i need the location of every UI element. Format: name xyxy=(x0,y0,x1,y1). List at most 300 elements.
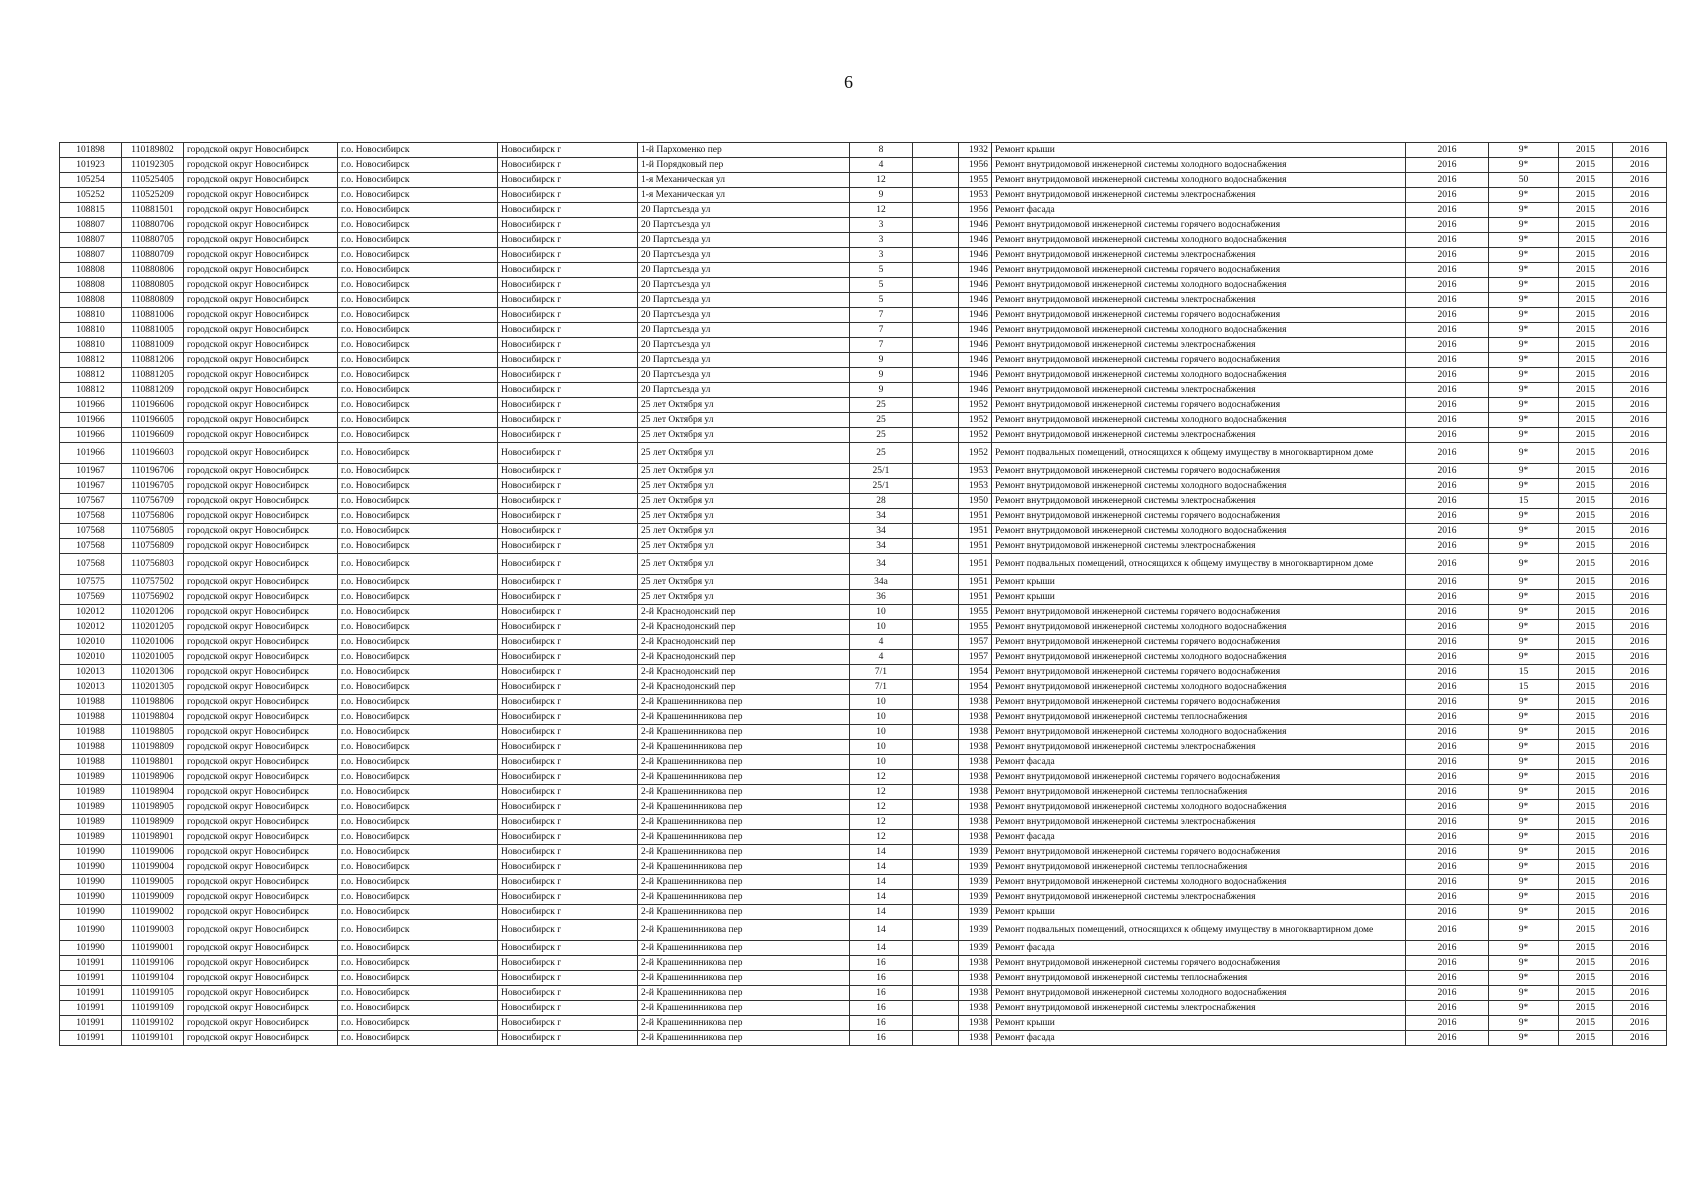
end-year-cell: 2016 xyxy=(1613,890,1667,905)
table-row xyxy=(60,293,1667,308)
settlement-cell: Новосибирск г xyxy=(498,278,638,293)
table-row xyxy=(60,308,1667,323)
street-cell: 2-й Крашенинникова пер xyxy=(638,695,850,710)
start-year-cell: 2015 xyxy=(1559,920,1613,941)
plan-year-cell: 2016 xyxy=(1406,845,1489,860)
percent-cell: 9* xyxy=(1489,1031,1559,1046)
house-number-cell: 34 xyxy=(850,509,913,524)
house-id-cell: 101990 xyxy=(60,845,122,860)
percent-cell: 9* xyxy=(1489,755,1559,770)
work-id-cell: 110199004 xyxy=(122,860,184,875)
street-cell: 2-й Крашенинникова пер xyxy=(638,710,850,725)
end-year-cell: 2016 xyxy=(1613,680,1667,695)
street-cell: 1-й Пархоменко пер xyxy=(638,143,850,158)
work-id-cell: 110199006 xyxy=(122,845,184,860)
municipal-unit-cell: г.о. Новосибирск xyxy=(338,479,498,494)
start-year-cell: 2015 xyxy=(1559,605,1613,620)
table-row xyxy=(60,143,1667,158)
build-year-cell: 1939 xyxy=(959,860,992,875)
spacer-cell-cell xyxy=(913,680,959,695)
end-year-cell: 2016 xyxy=(1613,695,1667,710)
end-year-cell: 2016 xyxy=(1613,971,1667,986)
end-year-cell: 2016 xyxy=(1613,323,1667,338)
start-year-cell: 2015 xyxy=(1559,1031,1613,1046)
municipality-cell: городской округ Новосибирск xyxy=(184,605,338,620)
plan-year-cell: 2016 xyxy=(1406,830,1489,845)
table-row xyxy=(60,479,1667,494)
table-row xyxy=(60,173,1667,188)
municipal-unit-cell: г.о. Новосибирск xyxy=(338,524,498,539)
street-cell: 2-й Крашенинникова пер xyxy=(638,860,850,875)
work-id-cell: 110756902 xyxy=(122,590,184,605)
work-type-cell: Ремонт внутридомовой инженерной системы горячего водоснабжения xyxy=(992,605,1406,620)
build-year-cell: 1953 xyxy=(959,188,992,203)
house-number-cell: 4 xyxy=(850,158,913,173)
work-id-cell: 110756806 xyxy=(122,509,184,524)
table-row xyxy=(60,353,1667,368)
house-id-cell: 101990 xyxy=(60,890,122,905)
end-year-cell: 2016 xyxy=(1613,665,1667,680)
house-id-cell: 102010 xyxy=(60,635,122,650)
spacer-cell-cell xyxy=(913,1031,959,1046)
house-number-cell: 12 xyxy=(850,815,913,830)
build-year-cell: 1938 xyxy=(959,725,992,740)
house-number-cell: 16 xyxy=(850,956,913,971)
build-year-cell: 1939 xyxy=(959,905,992,920)
table-row xyxy=(60,398,1667,413)
house-number-cell: 12 xyxy=(850,173,913,188)
work-type-cell: Ремонт внутридомовой инженерной системы холодного водоснабжения xyxy=(992,800,1406,815)
work-id-cell: 110199009 xyxy=(122,890,184,905)
municipality-cell: городской округ Новосибирск xyxy=(184,725,338,740)
start-year-cell: 2015 xyxy=(1559,755,1613,770)
plan-year-cell: 2016 xyxy=(1406,785,1489,800)
municipal-unit-cell: г.о. Новосибирск xyxy=(338,368,498,383)
spacer-cell-cell xyxy=(913,890,959,905)
settlement-cell: Новосибирск г xyxy=(498,233,638,248)
start-year-cell: 2015 xyxy=(1559,770,1613,785)
spacer-cell-cell xyxy=(913,554,959,575)
build-year-cell: 1939 xyxy=(959,845,992,860)
house-id-cell: 108815 xyxy=(60,203,122,218)
municipal-unit-cell: г.о. Новосибирск xyxy=(338,920,498,941)
spacer-cell-cell xyxy=(913,1001,959,1016)
settlement-cell: Новосибирск г xyxy=(498,353,638,368)
house-number-cell: 28 xyxy=(850,494,913,509)
percent-cell: 9* xyxy=(1489,479,1559,494)
table-row xyxy=(60,800,1667,815)
municipal-unit-cell: г.о. Новосибирск xyxy=(338,173,498,188)
municipal-unit-cell: г.о. Новосибирск xyxy=(338,218,498,233)
municipal-unit-cell: г.о. Новосибирск xyxy=(338,248,498,263)
house-id-cell: 101990 xyxy=(60,875,122,890)
work-type-cell: Ремонт фасада xyxy=(992,755,1406,770)
end-year-cell: 2016 xyxy=(1613,278,1667,293)
end-year-cell: 2016 xyxy=(1613,941,1667,956)
house-number-cell: 7 xyxy=(850,338,913,353)
street-cell: 20 Партсъезда ул xyxy=(638,323,850,338)
street-cell: 20 Партсъезда ул xyxy=(638,338,850,353)
end-year-cell: 2016 xyxy=(1613,188,1667,203)
plan-year-cell: 2016 xyxy=(1406,956,1489,971)
table-row xyxy=(60,1031,1667,1046)
municipal-unit-cell: г.о. Новосибирск xyxy=(338,845,498,860)
percent-cell: 15 xyxy=(1489,494,1559,509)
municipality-cell: городской округ Новосибирск xyxy=(184,890,338,905)
municipal-unit-cell: г.о. Новосибирск xyxy=(338,695,498,710)
start-year-cell: 2015 xyxy=(1559,845,1613,860)
plan-year-cell: 2016 xyxy=(1406,1001,1489,1016)
plan-year-cell: 2016 xyxy=(1406,353,1489,368)
plan-year-cell: 2016 xyxy=(1406,158,1489,173)
house-id-cell: 108807 xyxy=(60,248,122,263)
house-id-cell: 101989 xyxy=(60,830,122,845)
work-id-cell: 110196605 xyxy=(122,413,184,428)
end-year-cell: 2016 xyxy=(1613,443,1667,464)
start-year-cell: 2015 xyxy=(1559,479,1613,494)
house-number-cell: 5 xyxy=(850,278,913,293)
spacer-cell-cell xyxy=(913,785,959,800)
house-number-cell: 9 xyxy=(850,188,913,203)
percent-cell: 9* xyxy=(1489,590,1559,605)
table-row xyxy=(60,494,1667,509)
start-year-cell: 2015 xyxy=(1559,635,1613,650)
municipal-unit-cell: г.о. Новосибирск xyxy=(338,875,498,890)
end-year-cell: 2016 xyxy=(1613,740,1667,755)
plan-year-cell: 2016 xyxy=(1406,464,1489,479)
plan-year-cell: 2016 xyxy=(1406,635,1489,650)
house-number-cell: 34 xyxy=(850,524,913,539)
table-row xyxy=(60,443,1667,464)
spacer-cell-cell xyxy=(913,710,959,725)
street-cell: 2-й Крашенинникова пер xyxy=(638,875,850,890)
spacer-cell-cell xyxy=(913,575,959,590)
work-type-cell: Ремонт внутридомовой инженерной системы горячего водоснабжения xyxy=(992,695,1406,710)
house-id-cell: 107567 xyxy=(60,494,122,509)
spacer-cell-cell xyxy=(913,428,959,443)
work-type-cell: Ремонт внутридомовой инженерной системы холодного водоснабжения xyxy=(992,323,1406,338)
percent-cell: 9* xyxy=(1489,986,1559,1001)
municipal-unit-cell: г.о. Новосибирск xyxy=(338,143,498,158)
work-id-cell: 110756805 xyxy=(122,524,184,539)
work-id-cell: 110198801 xyxy=(122,755,184,770)
end-year-cell: 2016 xyxy=(1613,263,1667,278)
start-year-cell: 2015 xyxy=(1559,509,1613,524)
table-row xyxy=(60,464,1667,479)
start-year-cell: 2015 xyxy=(1559,443,1613,464)
house-id-cell: 108807 xyxy=(60,218,122,233)
spacer-cell-cell xyxy=(913,494,959,509)
house-id-cell: 102012 xyxy=(60,605,122,620)
settlement-cell: Новосибирск г xyxy=(498,428,638,443)
build-year-cell: 1938 xyxy=(959,815,992,830)
end-year-cell: 2016 xyxy=(1613,509,1667,524)
house-id-cell: 101990 xyxy=(60,860,122,875)
street-cell: 2-й Крашенинникова пер xyxy=(638,920,850,941)
settlement-cell: Новосибирск г xyxy=(498,308,638,323)
table-row xyxy=(60,620,1667,635)
house-id-cell: 101991 xyxy=(60,1031,122,1046)
house-id-cell: 101991 xyxy=(60,956,122,971)
start-year-cell: 2015 xyxy=(1559,263,1613,278)
municipal-unit-cell: г.о. Новосибирск xyxy=(338,665,498,680)
municipality-cell: городской округ Новосибирск xyxy=(184,905,338,920)
house-number-cell: 12 xyxy=(850,770,913,785)
settlement-cell: Новосибирск г xyxy=(498,770,638,785)
build-year-cell: 1957 xyxy=(959,635,992,650)
percent-cell: 9* xyxy=(1489,575,1559,590)
house-id-cell: 108810 xyxy=(60,338,122,353)
spacer-cell-cell xyxy=(913,740,959,755)
plan-year-cell: 2016 xyxy=(1406,971,1489,986)
start-year-cell: 2015 xyxy=(1559,860,1613,875)
house-id-cell: 101988 xyxy=(60,755,122,770)
percent-cell: 9* xyxy=(1489,383,1559,398)
house-number-cell: 34а xyxy=(850,575,913,590)
municipality-cell: городской округ Новосибирск xyxy=(184,263,338,278)
spacer-cell-cell xyxy=(913,905,959,920)
municipality-cell: городской округ Новосибирск xyxy=(184,494,338,509)
work-type-cell: Ремонт внутридомовой инженерной системы горячего водоснабжения xyxy=(992,845,1406,860)
municipality-cell: городской округ Новосибирск xyxy=(184,539,338,554)
municipality-cell: городской округ Новосибирск xyxy=(184,278,338,293)
house-id-cell: 108808 xyxy=(60,293,122,308)
municipality-cell: городской округ Новосибирск xyxy=(184,575,338,590)
start-year-cell: 2015 xyxy=(1559,956,1613,971)
plan-year-cell: 2016 xyxy=(1406,920,1489,941)
table-row xyxy=(60,830,1667,845)
build-year-cell: 1952 xyxy=(959,398,992,413)
end-year-cell: 2016 xyxy=(1613,590,1667,605)
build-year-cell: 1955 xyxy=(959,173,992,188)
municipality-cell: городской округ Новосибирск xyxy=(184,443,338,464)
work-type-cell: Ремонт внутридомовой инженерной системы холодного водоснабжения xyxy=(992,479,1406,494)
settlement-cell: Новосибирск г xyxy=(498,338,638,353)
spacer-cell-cell xyxy=(913,464,959,479)
start-year-cell: 2015 xyxy=(1559,650,1613,665)
house-id-cell: 107568 xyxy=(60,509,122,524)
build-year-cell: 1938 xyxy=(959,1001,992,1016)
house-id-cell: 108808 xyxy=(60,263,122,278)
settlement-cell: Новосибирск г xyxy=(498,218,638,233)
street-cell: 20 Партсъезда ул xyxy=(638,203,850,218)
municipal-unit-cell: г.о. Новосибирск xyxy=(338,554,498,575)
work-id-cell: 110198901 xyxy=(122,830,184,845)
end-year-cell: 2016 xyxy=(1613,158,1667,173)
plan-year-cell: 2016 xyxy=(1406,494,1489,509)
municipality-cell: городской округ Новосибирск xyxy=(184,986,338,1001)
settlement-cell: Новосибирск г xyxy=(498,464,638,479)
municipality-cell: городской округ Новосибирск xyxy=(184,554,338,575)
municipality-cell: городской округ Новосибирск xyxy=(184,479,338,494)
work-id-cell: 110196609 xyxy=(122,428,184,443)
municipal-unit-cell: г.о. Новосибирск xyxy=(338,605,498,620)
municipality-cell: городской округ Новосибирск xyxy=(184,920,338,941)
municipality-cell: городской округ Новосибирск xyxy=(184,650,338,665)
build-year-cell: 1938 xyxy=(959,740,992,755)
start-year-cell: 2015 xyxy=(1559,158,1613,173)
settlement-cell: Новосибирск г xyxy=(498,323,638,338)
street-cell: 2-й Крашенинникова пер xyxy=(638,971,850,986)
house-number-cell: 10 xyxy=(850,740,913,755)
percent-cell: 9* xyxy=(1489,956,1559,971)
percent-cell: 9* xyxy=(1489,539,1559,554)
end-year-cell: 2016 xyxy=(1613,398,1667,413)
settlement-cell: Новосибирск г xyxy=(498,398,638,413)
end-year-cell: 2016 xyxy=(1613,218,1667,233)
capital-repair-table xyxy=(59,142,1667,1046)
build-year-cell: 1951 xyxy=(959,539,992,554)
settlement-cell: Новосибирск г xyxy=(498,785,638,800)
start-year-cell: 2015 xyxy=(1559,188,1613,203)
table-row xyxy=(60,248,1667,263)
settlement-cell: Новосибирск г xyxy=(498,188,638,203)
work-id-cell: 110199104 xyxy=(122,971,184,986)
work-id-cell: 110757502 xyxy=(122,575,184,590)
house-number-cell: 10 xyxy=(850,605,913,620)
spacer-cell-cell xyxy=(913,1016,959,1031)
table-row xyxy=(60,368,1667,383)
house-id-cell: 101989 xyxy=(60,770,122,785)
municipal-unit-cell: г.о. Новосибирск xyxy=(338,464,498,479)
table-row xyxy=(60,413,1667,428)
spacer-cell-cell xyxy=(913,338,959,353)
settlement-cell: Новосибирск г xyxy=(498,158,638,173)
plan-year-cell: 2016 xyxy=(1406,800,1489,815)
start-year-cell: 2015 xyxy=(1559,680,1613,695)
street-cell: 20 Партсъезда ул xyxy=(638,383,850,398)
build-year-cell: 1938 xyxy=(959,971,992,986)
street-cell: 2-й Крашенинникова пер xyxy=(638,1031,850,1046)
municipality-cell: городской округ Новосибирск xyxy=(184,815,338,830)
table-row xyxy=(60,695,1667,710)
percent-cell: 9* xyxy=(1489,218,1559,233)
municipality-cell: городской округ Новосибирск xyxy=(184,398,338,413)
municipality-cell: городской округ Новосибирск xyxy=(184,233,338,248)
percent-cell: 15 xyxy=(1489,680,1559,695)
work-id-cell: 110198806 xyxy=(122,695,184,710)
build-year-cell: 1951 xyxy=(959,509,992,524)
work-id-cell: 110201005 xyxy=(122,650,184,665)
spacer-cell-cell xyxy=(913,203,959,218)
street-cell: 2-й Крашенинникова пер xyxy=(638,815,850,830)
start-year-cell: 2015 xyxy=(1559,383,1613,398)
settlement-cell: Новосибирск г xyxy=(498,575,638,590)
house-number-cell: 14 xyxy=(850,845,913,860)
plan-year-cell: 2016 xyxy=(1406,413,1489,428)
house-number-cell: 16 xyxy=(850,1001,913,1016)
street-cell: 2-й Крашенинникова пер xyxy=(638,800,850,815)
municipal-unit-cell: г.о. Новосибирск xyxy=(338,413,498,428)
end-year-cell: 2016 xyxy=(1613,755,1667,770)
percent-cell: 9* xyxy=(1489,650,1559,665)
percent-cell: 9* xyxy=(1489,845,1559,860)
end-year-cell: 2016 xyxy=(1613,956,1667,971)
table-row xyxy=(60,158,1667,173)
work-type-cell: Ремонт крыши xyxy=(992,143,1406,158)
end-year-cell: 2016 xyxy=(1613,248,1667,263)
street-cell: 2-й Крашенинникова пер xyxy=(638,941,850,956)
table-row xyxy=(60,650,1667,665)
start-year-cell: 2015 xyxy=(1559,524,1613,539)
house-number-cell: 14 xyxy=(850,920,913,941)
municipality-cell: городской округ Новосибирск xyxy=(184,368,338,383)
settlement-cell: Новосибирск г xyxy=(498,293,638,308)
start-year-cell: 2015 xyxy=(1559,323,1613,338)
start-year-cell: 2015 xyxy=(1559,725,1613,740)
street-cell: 2-й Крашенинникова пер xyxy=(638,1016,850,1031)
street-cell: 2-й Крашенинникова пер xyxy=(638,845,850,860)
build-year-cell: 1957 xyxy=(959,650,992,665)
work-id-cell: 110196603 xyxy=(122,443,184,464)
municipal-unit-cell: г.о. Новосибирск xyxy=(338,635,498,650)
end-year-cell: 2016 xyxy=(1613,539,1667,554)
percent-cell: 9* xyxy=(1489,770,1559,785)
table-row xyxy=(60,920,1667,941)
table-body xyxy=(60,143,1667,1046)
house-number-cell: 10 xyxy=(850,725,913,740)
plan-year-cell: 2016 xyxy=(1406,986,1489,1001)
build-year-cell: 1946 xyxy=(959,278,992,293)
work-type-cell: Ремонт внутридомовой инженерной системы холодного водоснабжения xyxy=(992,875,1406,890)
plan-year-cell: 2016 xyxy=(1406,680,1489,695)
build-year-cell: 1938 xyxy=(959,1031,992,1046)
house-id-cell: 102012 xyxy=(60,620,122,635)
work-id-cell: 110199105 xyxy=(122,986,184,1001)
work-type-cell: Ремонт крыши xyxy=(992,1016,1406,1031)
work-type-cell: Ремонт внутридомовой инженерной системы горячего водоснабжения xyxy=(992,509,1406,524)
house-number-cell: 10 xyxy=(850,695,913,710)
start-year-cell: 2015 xyxy=(1559,941,1613,956)
settlement-cell: Новосибирск г xyxy=(498,800,638,815)
municipal-unit-cell: г.о. Новосибирск xyxy=(338,428,498,443)
house-id-cell: 108812 xyxy=(60,353,122,368)
work-type-cell: Ремонт внутридомовой инженерной системы горячего водоснабжения xyxy=(992,353,1406,368)
house-id-cell: 107569 xyxy=(60,590,122,605)
plan-year-cell: 2016 xyxy=(1406,308,1489,323)
house-number-cell: 10 xyxy=(850,710,913,725)
municipality-cell: городской округ Новосибирск xyxy=(184,524,338,539)
work-id-cell: 110196705 xyxy=(122,479,184,494)
build-year-cell: 1955 xyxy=(959,605,992,620)
build-year-cell: 1946 xyxy=(959,218,992,233)
plan-year-cell: 2016 xyxy=(1406,755,1489,770)
work-id-cell: 110756803 xyxy=(122,554,184,575)
house-number-cell: 4 xyxy=(850,650,913,665)
start-year-cell: 2015 xyxy=(1559,620,1613,635)
street-cell: 20 Партсъезда ул xyxy=(638,263,850,278)
house-number-cell: 12 xyxy=(850,830,913,845)
street-cell: 2-й Крашенинникова пер xyxy=(638,905,850,920)
start-year-cell: 2015 xyxy=(1559,830,1613,845)
table-row xyxy=(60,323,1667,338)
table-row xyxy=(60,1001,1667,1016)
table-row xyxy=(60,1016,1667,1031)
house-number-cell: 9 xyxy=(850,353,913,368)
house-id-cell: 101990 xyxy=(60,905,122,920)
percent-cell: 9* xyxy=(1489,1016,1559,1031)
build-year-cell: 1953 xyxy=(959,479,992,494)
percent-cell: 9* xyxy=(1489,860,1559,875)
percent-cell: 9* xyxy=(1489,875,1559,890)
work-type-cell: Ремонт внутридомовой инженерной системы холодного водоснабжения xyxy=(992,413,1406,428)
table-row xyxy=(60,635,1667,650)
spacer-cell-cell xyxy=(913,443,959,464)
street-cell: 20 Партсъезда ул xyxy=(638,293,850,308)
percent-cell: 9* xyxy=(1489,248,1559,263)
build-year-cell: 1938 xyxy=(959,1016,992,1031)
street-cell: 1-й Порядковый пер xyxy=(638,158,850,173)
